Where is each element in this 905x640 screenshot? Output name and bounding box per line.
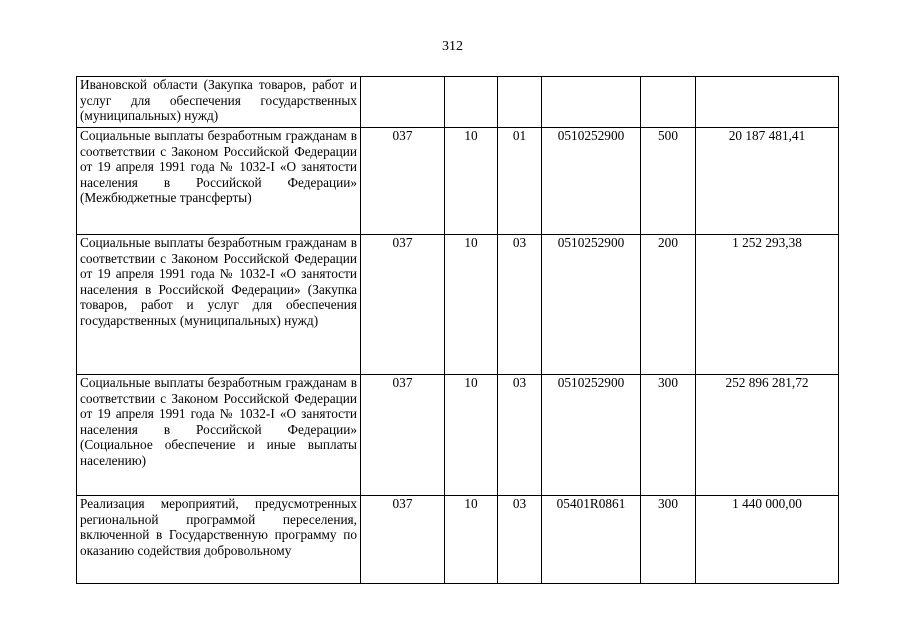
target-article-cell [542,77,641,128]
row-name-cell: Социальные выплаты безработным гражданам в соответствии с Законом Российской Федерации от 19 апреля 1991 года № 1032-I «О занятости населения в Российской Федерации» (Межбюджетные трансферты) [77,128,361,235]
row-name-cell: Социальные выплаты безработным гражданам в соответствии с Законом Российской Федерации от 19 апреля 1991 года № 1032-I «О занятости населения в Российской Федерации» (Социальное обеспечение и иные выплаты населению) [77,375,361,496]
amount-cell: 1 440 000,00 [696,496,839,584]
gr-code-cell: 037 [361,235,445,375]
row-name-cell: Социальные выплаты безработным гражданам в соответствии с Законом Российской Федерации от 19 апреля 1991 года № 1032-I «О занятости населения в Российской Федерации» (Закупка товаров, работ и услуг для обеспечения государственных (муниципальных) нужд) [77,235,361,375]
gr-code-cell: 037 [361,375,445,496]
gr-code-cell [361,77,445,128]
section-cell: 10 [445,496,498,584]
amount-cell [696,77,839,128]
subsection-cell: 03 [498,375,542,496]
row-name-cell: Ивановской области (Закупка товаров, работ и услуг для обеспечения государственных (муниципальных) нужд) [77,77,361,128]
target-article-cell: 0510252900 [542,128,641,235]
amount-cell: 1 252 293,38 [696,235,839,375]
page-number: 312 [442,39,463,54]
table-row [77,128,839,235]
section-cell: 10 [445,235,498,375]
table-row [77,375,839,496]
target-article-cell: 0510252900 [542,235,641,375]
target-article-cell: 0510252900 [542,375,641,496]
subsection-cell: 03 [498,496,542,584]
section-cell: 10 [445,375,498,496]
expense-type-cell: 300 [641,496,696,584]
target-article-cell: 05401R0861 [542,496,641,584]
subsection-cell [498,77,542,128]
section-cell [445,77,498,128]
section-cell: 10 [445,128,498,235]
row-name-cell: Реализация мероприятий, предусмотренных региональной программой переселения, включенной в Государственную программу по оказанию содействия добровольному [77,496,361,584]
expense-type-cell: 300 [641,375,696,496]
gr-code-cell: 037 [361,128,445,235]
table-row [77,235,839,375]
budget-table [76,76,839,584]
amount-cell: 20 187 481,41 [696,128,839,235]
gr-code-cell: 037 [361,496,445,584]
expense-type-cell [641,77,696,128]
amount-cell: 252 896 281,72 [696,375,839,496]
subsection-cell: 03 [498,235,542,375]
expense-type-cell: 200 [641,235,696,375]
subsection-cell: 01 [498,128,542,235]
table-row [77,77,839,128]
expense-type-cell: 500 [641,128,696,235]
table-row [77,496,839,584]
